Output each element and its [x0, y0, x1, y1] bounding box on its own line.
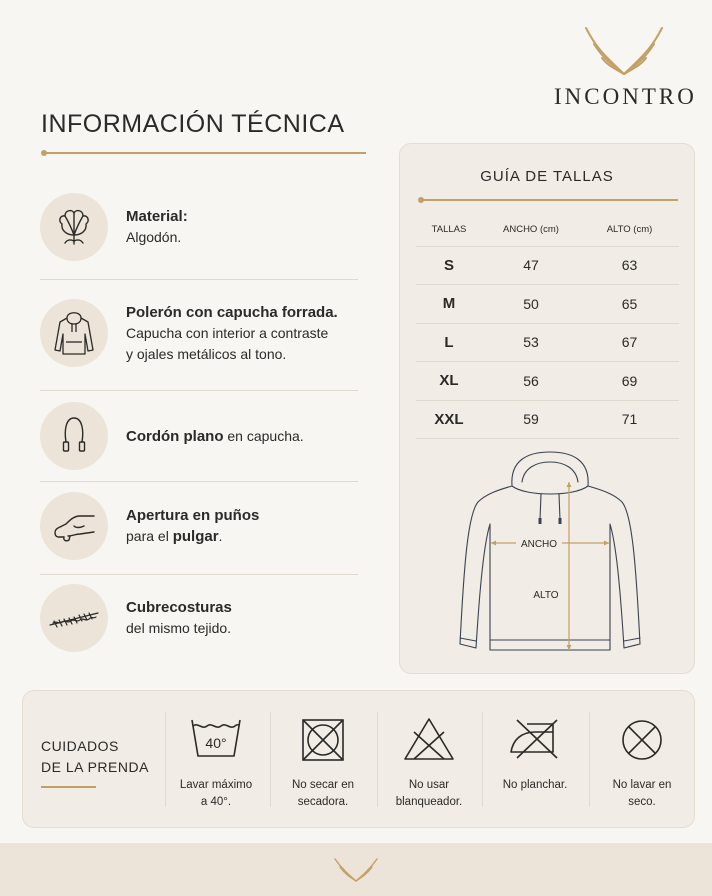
feature-seams [40, 584, 358, 652]
care-title-line2: DE LA PRENDA [41, 759, 149, 775]
col-header-height: ALTO (cm) [580, 214, 679, 246]
no-bleach-icon [402, 716, 456, 762]
size-table-header [416, 214, 679, 246]
width-cell: 56 [482, 362, 580, 401]
brand-name: INCONTRO [554, 84, 697, 109]
feature-drawstring [40, 402, 358, 470]
care-title-line1: CUIDADOS [41, 738, 119, 754]
feature-thumbhole-desc-bold: pulgar [172, 528, 219, 545]
care-dryclean-label-2: seco. [628, 796, 656, 808]
care-wash-label-1: Lavar máximo [179, 779, 253, 791]
feature-material-desc: Algodón. [126, 229, 182, 245]
stitch-icon [40, 584, 108, 652]
feature-seams-desc: del mismo tejido. [126, 620, 232, 636]
col-header-width: ANCHO (cm) [482, 214, 580, 246]
wings-icon [333, 857, 379, 883]
divider [40, 481, 358, 482]
height-label: ALTO [533, 590, 559, 601]
care-wash-label-2: a 40°. [200, 796, 232, 808]
col-header-size: TALLAS [416, 214, 482, 246]
height-cell: 65 [580, 285, 679, 324]
feature-thumbhole [40, 492, 358, 560]
table-row [416, 285, 679, 324]
size-guide-panel [399, 143, 695, 674]
care-panel [22, 690, 695, 828]
height-cell: 67 [580, 323, 679, 362]
care-divider [41, 786, 96, 788]
care-dryer-label-2: secadora. [297, 796, 349, 808]
no-dry-clean-icon [618, 716, 666, 764]
table-row [416, 246, 679, 285]
feature-thumbhole-title: Apertura en puños [126, 507, 260, 524]
width-cell: 47 [482, 246, 580, 285]
care-bleach-label-1: No usar [408, 779, 450, 791]
care-item-no-dry-clean [590, 691, 694, 829]
wings-icon [582, 22, 666, 78]
hoodie-icon [40, 299, 108, 367]
height-cell: 71 [580, 400, 679, 439]
feature-thumbhole-desc-post: . [218, 528, 223, 544]
divider [40, 574, 358, 575]
width-cell: 59 [482, 400, 580, 439]
divider [40, 390, 358, 391]
width-label: ANCHO [520, 539, 558, 550]
care-item-no-bleach [378, 691, 480, 829]
size-guide-divider [418, 197, 678, 203]
brand-logo [554, 22, 697, 110]
no-iron-icon [507, 716, 563, 760]
no-tumble-dry-icon [299, 716, 347, 764]
feature-drawstring-desc: en capucha. [223, 427, 304, 444]
care-bleach-label-2: blanqueador. [395, 796, 463, 808]
size-cell: S [416, 246, 482, 285]
size-table [416, 214, 679, 439]
drawstring-icon [40, 402, 108, 470]
feature-drawstring-title: Cordón plano [126, 427, 224, 445]
care-item-no-dryer [271, 691, 375, 829]
cotton-icon [40, 193, 108, 261]
feature-material-title: Material: [126, 208, 188, 225]
feature-thumbhole-desc-pre: para el [126, 528, 173, 544]
height-cell: 63 [580, 246, 679, 285]
feature-hood [40, 299, 358, 367]
page-title: INFORMACIÓN TÉCNICA [41, 110, 345, 138]
care-item-no-iron [483, 691, 587, 829]
table-row [416, 323, 679, 362]
footer [0, 843, 712, 896]
wash-40-icon [188, 716, 244, 760]
care-iron-label-1: No planchar. [502, 779, 568, 791]
care-dryclean-label-1: No lavar en [612, 779, 672, 791]
care-item-wash [166, 691, 266, 829]
feature-seams-title: Cubrecosturas [126, 599, 232, 616]
feature-hood-title: Polerón con capucha forrada. [126, 303, 338, 321]
size-cell: M [416, 285, 482, 324]
divider [40, 279, 358, 280]
title-divider [41, 150, 366, 156]
table-row [416, 362, 679, 401]
feature-material [40, 193, 358, 261]
size-cell: L [416, 323, 482, 362]
feature-hood-desc-1: Capucha con interior a contraste [126, 324, 329, 341]
size-cell: XL [416, 362, 482, 401]
care-dryer-label-1: No secar en [291, 779, 354, 791]
size-guide-title: GUÍA DE TALLAS [480, 168, 614, 185]
height-cell: 69 [580, 362, 679, 401]
table-row [416, 400, 679, 439]
width-cell: 53 [482, 323, 580, 362]
hoodie-measurement-diagram [450, 444, 650, 669]
size-cell: XXL [416, 400, 482, 439]
wash-temperature: 40° [205, 735, 227, 751]
thumb-icon [40, 492, 108, 560]
width-cell: 50 [482, 285, 580, 324]
feature-hood-desc-2: y ojales metálicos al tono. [126, 345, 287, 362]
care-title [41, 736, 149, 778]
